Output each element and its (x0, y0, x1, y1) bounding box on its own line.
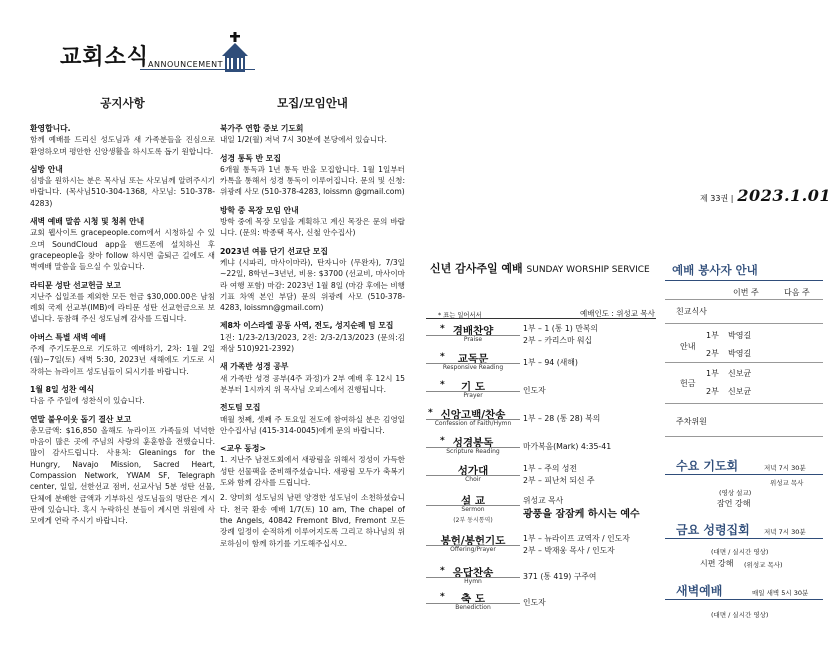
notice-title: 1월 8일 성찬 예식 (30, 384, 95, 394)
recruit-body: 1진: 1/23-2/13/2023, 2진: 2/3-2/13/2023 (문의:김재삼 510)921-2392) (220, 332, 405, 354)
issue-line (700, 186, 831, 205)
divider (665, 403, 823, 404)
usher-label: 안내 (680, 342, 696, 351)
issue-label: 제 33권 | (700, 194, 734, 203)
worship-item-ko: 봉헌/봉헌기도 (440, 535, 506, 547)
recruit-title: 2023년 여름 단기 선교단 모집 (220, 246, 328, 256)
recruit-title: 새 가족반 성경 공부 (220, 362, 289, 372)
notice-title: 아버스 특별 새벽 예배 (30, 332, 106, 342)
divider (665, 436, 823, 437)
wed-time: 저녁 7시 30분 (764, 464, 806, 472)
divider (665, 299, 823, 300)
worship-item-content: 1부 – 뉴라이프 교역자 / 인도자 (523, 534, 630, 543)
offer2-name: 신보균 (728, 387, 752, 396)
dawn-line1: (대면 / 실시간 영상) (711, 611, 769, 619)
recruit-body: 새 가족반 성경 공부(4주 과정)가 2부 예배 후 12시 15분부터 1시까지 위 목사님 오피스에서 진행됩니다. (220, 373, 405, 394)
worship-item-ko: 성가대 (457, 465, 489, 477)
recruit-body: 2. 양미희 성도님의 남편 양경한 성도님이 소천하셨습니다. 천국 환송 예배 1/7(토) 10 am, The chapel of the Angels, 40842 Fremont Blvd, Fremont 모든 장례 일정이 순적하게 이루어지도록 그리고 하나님의 위로하심이 함께 하기를 기도해주십시오. (220, 493, 405, 548)
dawn-rule (665, 599, 823, 600)
dawn-time: 매일 새벽 5시 30분 (752, 589, 809, 597)
worship-item-en: Responsive Reading (442, 364, 504, 371)
worship-item-ko: 경배찬양 (452, 325, 494, 337)
worship-item-content: 인도자 (523, 598, 546, 607)
worship-item-content: 2부 – 피난처 되신 주 (523, 476, 595, 485)
issue-date: 2023.1.01 (737, 186, 831, 205)
col-this-week: 이번 주 (733, 288, 759, 297)
worship-item-en: Offering/Prayer (450, 546, 496, 553)
offering-label: 헌금 (680, 379, 696, 388)
fri-title: 금요 성령집회 (676, 523, 750, 537)
usher2-part: 2부 (706, 349, 719, 358)
wed-line1: (영상 설교) (719, 489, 752, 497)
recruit-title: 전도팀 모집 (220, 403, 261, 413)
notice-column (30, 123, 215, 527)
star-marker: * (440, 592, 445, 602)
recruit-body: 매월 첫째, 셋째 주 토요일 전도에 참여하실 분은 김영일 안수집사님 (415-314-0045)에게 문의 바랍니다. (220, 414, 405, 435)
worship-item-en: Praise (463, 336, 483, 343)
worship-item-en: Sermon (461, 506, 485, 513)
divider (665, 323, 823, 324)
usher1-part: 1부 (706, 331, 719, 340)
service-title: 예배 봉사자 안내 (672, 263, 758, 277)
usher2-name: 박영길 (728, 349, 752, 358)
worship-item-ko: 기 도 (461, 381, 485, 393)
offer2-part: 2부 (706, 387, 719, 396)
recruit-body: 내일 1/2(월) 저녁 7시 30분에 본당에서 있습니다. (220, 135, 387, 145)
notice-title: 라티문 성탄 선교헌금 보고 (30, 280, 121, 290)
fri-line2: 시편 강해 (700, 559, 734, 568)
notice-title: 새벽 예배 말씀 시청 및 청취 안내 (30, 217, 145, 227)
worship-rule (426, 318, 656, 319)
notice-body: 총모금액: $16,850 올해도 뉴라이프 가족들의 넉넉한 마음이 많은 곳에 주님의 사랑의 훈훈함을 전했습니다. 많이 감사드립니다. 사용처: Gleanings for the Hungry, Navajo Mission, Sacred Heart, Compassion Network, YWAM SF, Telegraph center, 일일, 선한선교 점버, 선교사님 5분 성탄 선물, 단체에 분배한 금액과 기부하신 성도님들의 명단은 게시판에 있습니다. 혹시 누락하신 분들이 계시면 위원에 사모에게 연락 주시기 바랍니다. (30, 425, 215, 526)
worship-item-content: 1부 – 1 (통 1) 만복의 (523, 324, 598, 333)
worship-item-content: 1부 – 28 (통 28) 복의 (523, 414, 601, 423)
recruit-heading: 모집/모임안내 (277, 96, 348, 110)
notice-title: 환영합니다. (30, 124, 71, 133)
worship-item-content: 1부 – 94 (새해) (523, 358, 578, 367)
fri-time: 저녁 7시 30분 (764, 528, 806, 536)
notice-body: 다음 주 주일에 성찬식이 있습니다. (30, 396, 145, 406)
notice-title: 심방 안내 (30, 164, 63, 174)
notice-body: 심방을 원하시는 분은 목사님 또는 사모님께 알려주시기 바랍니다. (목사님510-304-1368, 사모님: 510-378-4283) (30, 176, 215, 208)
worship-title-ko: 신년 감사주일 예배 (430, 262, 523, 275)
recruit-body: 1. 지난주 남전도회에서 새광림을 위해서 정성이 가득한 성탄 선물팩을 준비해주셨습니다. 새광림 모두가 축복기도와 함께 감사를 드립니다. (220, 455, 405, 488)
fri-line1: (대면 / 실시간 영상) (711, 548, 769, 556)
recruit-column (220, 123, 405, 549)
notice-title: 연말 불우이웃 돕기 결산 보고 (30, 414, 132, 424)
fellowship-label: 친교식사 (676, 307, 707, 316)
star-marker: * (428, 408, 433, 418)
worship-item-ko: 축 도 (461, 593, 485, 605)
worship-title (430, 260, 650, 276)
worship-item-ko: 교독문 (457, 353, 489, 365)
church-icon (218, 32, 252, 72)
recruit-title: 성경 통독 반 모집 (220, 153, 281, 163)
col-next-week: 다음 주 (784, 288, 810, 297)
wed-leader: 위성교 목사 (770, 479, 804, 487)
worship-item-content: 인도자 (523, 386, 546, 395)
fri-rule (665, 538, 823, 539)
worship-item-content: 1부 – 주의 성전 (523, 464, 577, 473)
worship-note: * 표는 일어서서 (438, 312, 482, 319)
page-subtitle: ANNOUNCEMENT (148, 60, 224, 69)
worship-item-content: 371 (통 419) 구주여 (523, 572, 597, 581)
worship-item-en: Confession of Faith/Hymn (434, 420, 512, 427)
notice-body: 함께 예배를 드리신 성도님과 새 가족분들을 진심으로 환영하오며 평안한 신앙생활을 하시도록 돕기 원합니다. (30, 135, 215, 156)
star-marker: * (440, 380, 445, 390)
parking-label: 주차위원 (676, 417, 707, 426)
fri-line2b: (위성교 목사) (744, 561, 783, 569)
worship-item-en: Scripture Reading (446, 448, 500, 455)
star-marker: * (440, 324, 445, 334)
notice-body: 교회 웹사이트 gracepeople.com에서 시청하실 수 있으며 SoundCloud app을 핸드폰에 설치하신 후 gracepeople을 찾아 follow 하시면 출퇴근 길에도 새벽예배 말씀을 들으실 수 있습니다. (30, 228, 215, 272)
worship-item-en: (2부 동시통역) (453, 517, 493, 524)
offer1-part: 1부 (706, 369, 719, 378)
worship-item-en: Prayer (463, 392, 483, 399)
sermon-title: 광풍을 잠잠케 하시는 예수 (523, 509, 640, 520)
star-marker: * (440, 352, 445, 362)
worship-item-content: 위성교 목사 (523, 496, 564, 505)
wed-line2: 잠언 강해 (717, 499, 751, 508)
dawn-title: 새벽예배 (676, 584, 723, 598)
service-rule (665, 280, 823, 281)
page-title: 교회소식 (60, 45, 150, 70)
worship-item-en: Benediction (455, 604, 491, 611)
worship-item-en: Hymn (464, 578, 482, 585)
worship-item-content: 2부 – 카리스마 워십 (523, 336, 593, 345)
worship-item-content: 마가복음(Mark) 4:35-41 (523, 442, 612, 451)
recruit-body: 6개월 통독과 1년 통독 반을 모집합니다. 1월 1일부터 카톡을 통해서 성경 통독이 이루어집니다. 문의 및 신청: 위광례 사모 (510-378-4283, loissmn @gmail.com) (220, 164, 405, 197)
recruit-title: 제8차 이스라엘 공동 사역, 전도, 성지순례 팀 모집 (220, 321, 394, 331)
star-marker: * (440, 436, 445, 446)
recruit-body: 방학 중에 목장 모임을 계획하고 계신 목장은 문의 바랍니다. (문의: 박종택 목사, 신철 안수집사) (220, 217, 405, 238)
notice-heading: 공지사항 (100, 96, 145, 110)
worship-item-ko: 설 교 (461, 495, 485, 507)
worship-leader: 예배인도 : 위성교 목사 (580, 309, 655, 318)
star-marker: * (440, 566, 445, 576)
worship-title-en: SUNDAY WORSHIP SERVICE (526, 265, 650, 275)
divider (665, 362, 823, 363)
worship-item-en: Choir (465, 476, 481, 483)
recruit-body: 케냐 (시파리, 마사이마라), 탄자니아 (무완자), 7/3일~22일, 8학년~3년년, 비용: $3700 (선교비, 마사이마라 여행 포함) 마감: 2023년 1월 8일 (마감 후에는 비행기표 차액 본인 부담) 문의 위광례 사모 (510-378-4283, loissmn@gmail.com) (220, 257, 405, 313)
usher1-name: 박영길 (728, 331, 752, 340)
recruit-title: 북가주 연합 중보 기도회 (220, 124, 304, 133)
offer1-name: 신보균 (728, 369, 752, 378)
recruit-title: 방학 중 목장 모임 안내 (220, 205, 299, 215)
wed-rule (665, 474, 823, 475)
worship-item-ko: 성경봉독 (452, 437, 494, 449)
wed-title: 수요 기도회 (676, 459, 739, 473)
notice-body: 주제 주기도문으로 기도하고 예배하기, 2차: 1월 2일(월)~7일(토) 새벽 5:30, 2023년 새해에도 기도로 시작하는 뉴라이프 성도님들이 되시기를 바랍니다. (30, 344, 215, 376)
recruit-title: <교우 동정> (220, 444, 266, 454)
header-rule (140, 69, 255, 70)
worship-item-ko: 응답찬송 (452, 567, 494, 579)
worship-item-content: 2부 – 박재웅 목사 / 인도자 (523, 546, 615, 555)
worship-item-ko: 신앙고백/찬송 (440, 409, 506, 421)
notice-body: 지난주 십일조를 제외한 모든 헌금 $30,000.00은 남침례회 국제 선교부(IMB)에 라티문 성탄 선교헌금으로 보냅니다. 동참해 주신 성도님께 감사를 드립니다. (30, 291, 215, 324)
